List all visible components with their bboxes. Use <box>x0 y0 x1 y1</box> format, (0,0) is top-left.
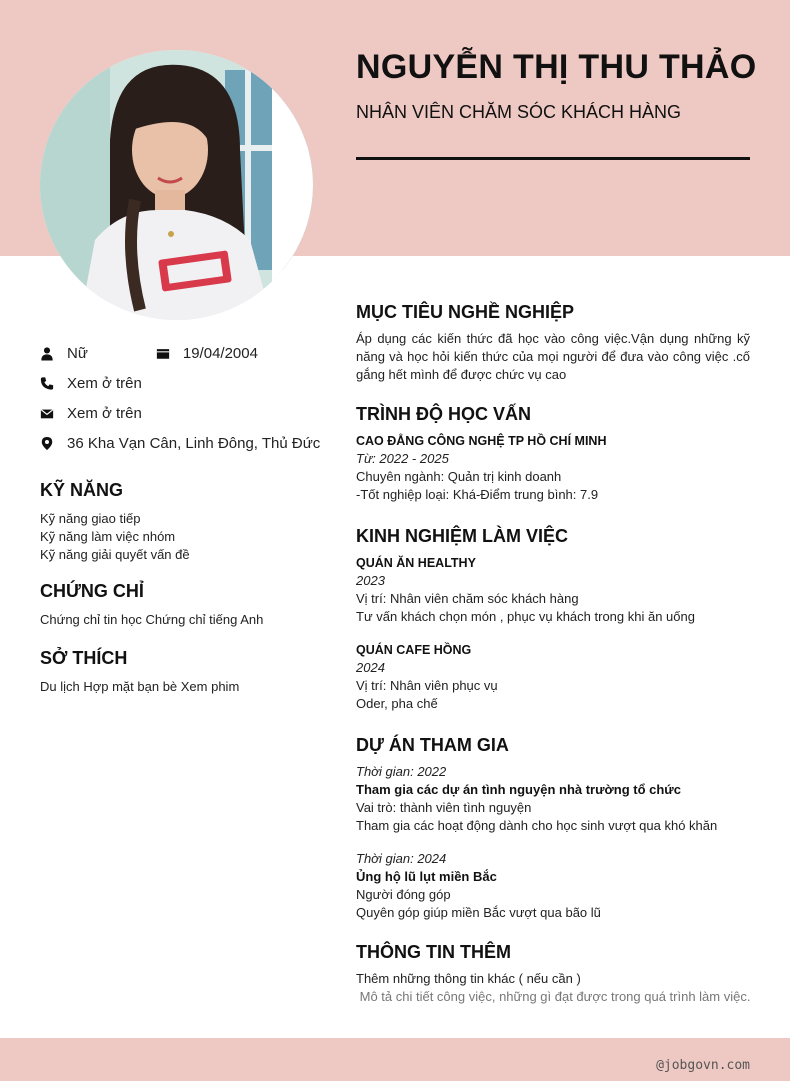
project-role: Vai trò: thành viên tình nguyện <box>356 800 532 815</box>
project-item <box>356 850 750 922</box>
extra-title: THÔNG TIN THÊM <box>356 942 511 962</box>
gender-value: Nữ <box>67 344 88 362</box>
extra-line-2: Mô tả chi tiết công việc, những gì đạt được trong quá trình làm việc. <box>356 989 751 1004</box>
experience-title: KINH NGHIỆM LÀM VIỆC <box>356 526 569 546</box>
job-desc: Oder, pha chế <box>356 696 438 711</box>
job-desc: Tư vấn khách chọn món , phục vụ khách trong khi ăn uống <box>356 609 695 624</box>
portrait-image <box>40 50 313 320</box>
education-period: Từ: 2022 - 2025 <box>356 451 449 466</box>
objective-title: MỤC TIÊU NGHỀ NGHIỆP <box>356 302 575 322</box>
footer-watermark: @jobgovn.com <box>656 1058 750 1073</box>
left-column <box>40 338 330 696</box>
project-name: Ủng hộ lũ lụt miền Bắc <box>356 869 497 884</box>
hobbies-title: SỞ THÍCH <box>40 648 128 668</box>
phone-row <box>40 368 330 398</box>
skill-item: Kỹ năng làm việc nhóm <box>40 529 176 544</box>
education-major: Chuyên ngành: Quản trị kinh doanh <box>356 469 562 484</box>
location-pin-icon <box>40 435 54 451</box>
address-value: 36 Kha Vạn Cân, Linh Đông, Thủ Đức <box>67 434 321 452</box>
project-time: Thời gian: 2022 <box>356 764 447 779</box>
project-name: Tham gia các dự án tình nguyện nhà trường tổ chức <box>356 782 681 797</box>
projects-title: DỰ ÁN THAM GIA <box>356 735 509 755</box>
person-icon <box>40 345 54 361</box>
certificates-text: Chứng chỉ tin học Chứng chỉ tiếng Anh <box>40 612 264 627</box>
right-column <box>356 302 750 1006</box>
experience-item <box>356 641 750 713</box>
education-school: CAO ĐẲNG CÔNG NGHỆ TP HỒ CHÍ MINH <box>356 434 607 448</box>
job-position: Vị trí: Nhân viên phục vụ <box>356 678 498 693</box>
calendar-icon <box>156 345 170 361</box>
job-org: QUÁN ĂN HEALTHY <box>356 556 476 570</box>
experience-item <box>356 554 750 626</box>
job-org: QUÁN CAFE HỒNG <box>356 643 472 657</box>
project-role: Người đóng góp <box>356 887 451 902</box>
birthday-value: 19/04/2004 <box>182 344 258 362</box>
extra-line-1: Thêm những thông tin khác ( nếu cần ) <box>356 971 581 986</box>
skill-item: Kỹ năng giao tiếp <box>40 511 141 526</box>
email-value: Xem ở trên <box>67 404 142 422</box>
certificates-title: CHỨNG CHỈ <box>40 581 144 601</box>
header-divider <box>356 157 750 160</box>
phone-icon <box>40 375 54 391</box>
skills-list <box>40 510 330 564</box>
profile-photo <box>40 50 313 320</box>
hobbies-text: Du lịch Hợp mặt bạn bè Xem phim <box>40 679 240 694</box>
project-time: Thời gian: 2024 <box>356 851 447 866</box>
skills-title: KỸ NĂNG <box>40 480 124 500</box>
phone-value: Xem ở trên <box>67 374 142 392</box>
gender-birthday-row <box>40 338 330 368</box>
candidate-role: NHÂN VIÊN CHĂM SÓC KHÁCH HÀNG <box>356 102 682 122</box>
envelope-icon <box>40 405 54 421</box>
education-grade: -Tốt nghiệp loại: Khá-Điểm trung bình: 7.9 <box>356 487 599 502</box>
job-year: 2023 <box>356 573 385 588</box>
project-desc: Tham gia các hoạt động dành cho học sinh vượt qua khó khăn <box>356 818 718 833</box>
job-year: 2024 <box>356 660 385 675</box>
candidate-name: NGUYỄN THỊ THU THẢO <box>356 48 757 86</box>
email-row <box>40 398 330 428</box>
objective-text: Áp dụng các kiến thức đã học vào công việc.Vận dụng những kỹ năng và học hỏi kiến thức của mọi người để đưa vào công việc .cố gắng hết mình để được chức vụ cao <box>356 331 750 382</box>
skill-item: Kỹ năng giải quyết vấn đề <box>40 547 190 562</box>
education-title: TRÌNH ĐỘ HỌC VẤN <box>356 404 531 424</box>
address-row <box>40 428 330 458</box>
project-item <box>356 763 750 835</box>
job-position: Vị trí: Nhân viên chăm sóc khách hàng <box>356 591 579 606</box>
project-desc: Quyên góp giúp miền Bắc vượt qua bão lũ <box>356 905 601 920</box>
